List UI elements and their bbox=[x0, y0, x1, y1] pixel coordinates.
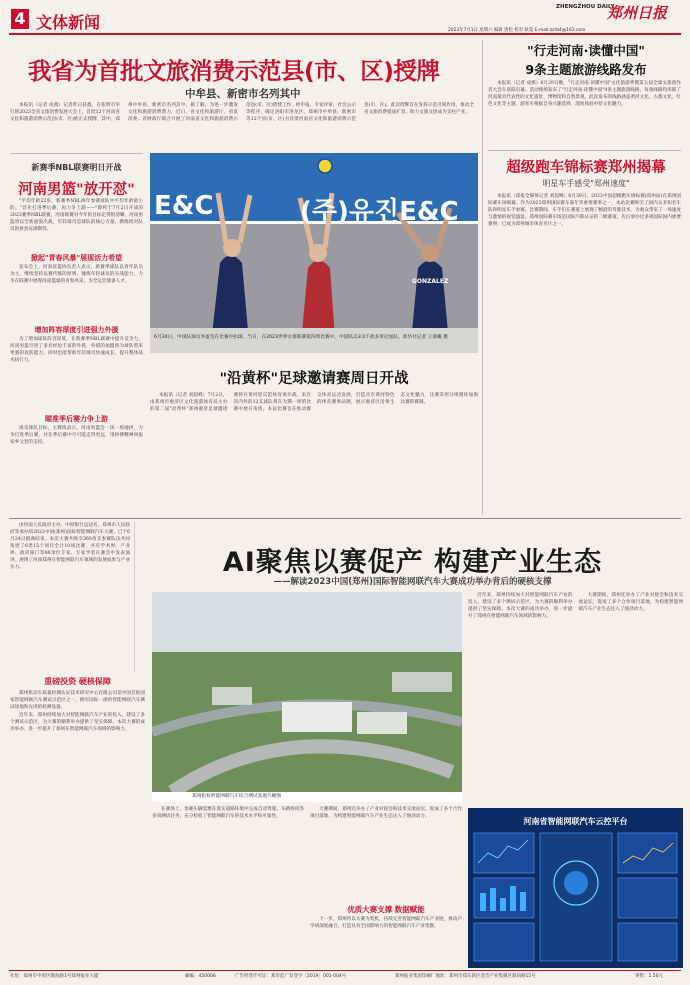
volley-caption: 6月30日，中国队球员李盈莹在比赛中扣球。当日，在2023世界女排联赛第四周比赛中，中国队以3:2不敌多米尼加队。新华社记者 王晨曦 摄 bbox=[154, 335, 448, 340]
ai-body-5: 下一步，郑州将以大赛为契机，持续完善智能网联汽车产业链，推动产学研深度融合，打造具有全国影响力的智能网联汽车产业集群。 bbox=[310, 917, 462, 929]
ai-body-3: 在赛场上，参赛车辆需要在真实道路环境中完成自动驾驶、车路协同等多项测试任务，充分检验了智能网联汽车的技术水平和可靠性。 bbox=[152, 807, 304, 819]
date-line: 2023年7月1日 星期六 编辑 唐松 校对 耿超 E-mail:zzrb4@163.com bbox=[448, 28, 586, 33]
footer-ad-license: 广告经营许可证：郑市监广发登字〔2019〕001-004号 bbox=[235, 974, 347, 979]
ai-section-2: 优质大赛支撑 数据赋能 bbox=[347, 905, 425, 914]
nbl-body-2: 发布会上，河南省篮协负责人表示，新赛季球队以青年队员为主，继续坚持以赛代练的原则，锤炼年轻球员的实战能力，力争在联赛中展现河南篮球的青春风采，为全运会储备人才。 bbox=[10, 265, 143, 284]
football-body: 本报讯（记者 刘超峰）7月2日，由郑州市惠济区文化旅游体育局主办的第二届"沿黄杯"郑州惠济足球邀请赛将在黄河迎宾馆体育场开战。来自省内外的12支球队将在为期一周的比赛中展开角逐。本届比赛旨在推动群众体育运动发展，打造具有黄河特色的体育赛事品牌，展示惠济区沿黄生态文化魅力，比赛采用分组循环加淘汰赛的赛制。 bbox=[150, 393, 478, 412]
volleyball-photo bbox=[150, 153, 478, 353]
cloud-platform-image bbox=[468, 808, 683, 968]
nbl-kicker: 新赛季NBL联赛明日开战 bbox=[31, 163, 122, 172]
aerial-scene bbox=[152, 592, 462, 802]
nbl-body-1: "平均年龄22岁，新赛季NBL两年参赛球队中平均年龄最小的。"首先打进季后赛，再力争上游——"即将于7月2日开战的2023赛季NBL联赛，河南联赛对今年的目标定得很清晰。河南男篮将以全新面貌出战，年轻球员是球队的核心力量，教练组对队员的拼劲充满期待。 bbox=[10, 199, 143, 232]
footer-address: 社址：郑州市中原区陇海路1号郑州报业大厦 bbox=[10, 974, 99, 979]
top-story-body: 本报讯（记者 成燕）记者昨日获悉，在张明市举行的2023全省文旅消费发展大会上，首批12个河南省文化和旅游消费示范县(市、区)被正式授牌，其中，郑州中牟县、新密市名列其中。据了解，为进一步激发文化和旅游消费潜力，近日，省文化和旅游厅、省发改委、省财政厅联合开展了河南省文化和旅游消费示范县(市、区)创建工作，经申报、专家评审、社会公示等程序，确定洛阳市洛龙区、郑州市中牟县、新密市等12个县(市、区)为首批河南省文化和旅游消费示范县(市、区)。此次授牌旨在发挥示范引领作用，推动全省文旅消费提质扩容，助力文旅文创成为支柱产业。 bbox=[10, 103, 474, 122]
paper-en-name: ZHENGZHOU DAILY bbox=[556, 4, 615, 10]
nbl-section-2: 增加阵容厚度引进强力外援 bbox=[34, 326, 119, 334]
road-title: "行走河南·读懂中国" bbox=[527, 43, 645, 58]
road-title-2: 9条主题旅游线路发布 bbox=[525, 62, 647, 77]
header-rule bbox=[9, 33, 681, 35]
section-divider bbox=[9, 518, 681, 519]
ai-right-col: 近年来，郑州持续加大对智能网联汽车产业的投入，建设了多个测试示范区，为大赛的顺利举办提供了坚实保障。本次大赛的成功举办，进一步提升了郑州在智能网联汽车领域的影响力。 大赛期间，郑州还举办了产业对接会和技术交流论坛，促成了多个合作项目落地，为构建智能网联汽车产业生态注入了强劲动力。 bbox=[468, 593, 683, 619]
ai-intro: 由河南人民政府主办，中原银行总冠名，郑州市人民政府等承办的2023中国(郑州)国际智能网联汽车大赛，已于6月24日圆满结束。本次大赛共吸引360余支参赛队伍共同角逐了6类15个项目全计10场比赛，并有学术界、产业界、政府部门等80余位专家、专家学者在赛会中发表演讲，展现了河南郑州在智能网联汽车领域的发展成果与产业实力。 bbox=[10, 523, 130, 570]
ai-body-4: 大赛期间，郑州还举办了产业对接会和技术交流论坛，促成了多个合作项目落地，为构建智能网联汽车产业生态注入了强劲动力。 bbox=[310, 807, 462, 819]
ai-title: AI聚焦以赛促产 构建产业生态 bbox=[222, 547, 603, 578]
road-divider bbox=[488, 150, 681, 151]
footer-printer: 郑州报业集团印刷厂地址：郑州市郑东新区金岱产业集聚区鼎尚路15号 bbox=[395, 974, 536, 979]
nbl-title: 河南男篮"放开怼" bbox=[18, 182, 135, 198]
volleyball-scene bbox=[150, 153, 478, 353]
ai-section-1: 重磅投资 硬核保障 bbox=[44, 677, 111, 686]
supercar-subtitle: 明星车手感受"郑州速度" bbox=[542, 179, 630, 188]
banner-left: E&C bbox=[154, 191, 214, 221]
football-title: "沿黄杯"足球邀请赛周日开战 bbox=[219, 371, 409, 387]
footer-rule bbox=[9, 970, 681, 971]
page-header bbox=[0, 0, 690, 34]
ai-subtitle: ——解读2023中国(郑州)国际智能网联汽车大赛成功举办背后的硬核支撑 bbox=[273, 577, 552, 587]
ai-intro-box bbox=[10, 522, 135, 672]
cloud-title: 河南省智能网联汽车云控平台 bbox=[523, 817, 628, 826]
page-number: 4 bbox=[11, 9, 29, 29]
ai-body-1: 郑州机动车质量检测认证技术研究中心有限公司是中国首批国家智能网联汽车测试示范区之一，拥有国际一流的智能网联汽车测试场地和先进的检测设备。 近年来，郑州持续加大对智能网联汽车产业的投入，建设了多个测试示范区，为大赛的顺利举办提供了坚实保障。本次大赛的成功举办，进一步提升了郑州在智能网联汽车领域的影响力。 bbox=[10, 691, 145, 732]
section-title: 文体新闻 bbox=[36, 13, 101, 32]
road-body: 本报讯（记者 成燕）6月29日晚，"行走河南·读懂中国"文化旅游季暨第五届全球文旅创作者大会在洛阳启幕。活动现场发布了"行走河南·读懂中国"9条主题旅游线路，每条线路均串联了河南最具代表性的文化遗址、博物馆和自然景观。此次发布的线路涵盖黄河文化、古都文化、红色文化等主题，游客可根据自身兴趣选择，深度体验中原文化魅力。 bbox=[488, 81, 681, 107]
nbl-body-4: 谈及球队目标，主教练表示，河南男篮会一场一场地拼，力争打进季后赛，并在季后赛中尽可能走得更远，用拼搏精神回报家乡父老的支持。 bbox=[10, 426, 143, 445]
nbl-top-rule bbox=[10, 153, 143, 154]
nbl-section-1: 掀起"青春风暴"展现活力希望 bbox=[30, 254, 123, 262]
top-story-title: 我省为首批文旅消费示范县(市、区)授牌 bbox=[28, 57, 440, 85]
top-story-subtitle: 中牟县、新密市名列其中 bbox=[185, 88, 301, 100]
nbl-section-3: 瞄准季后赛力争上游 bbox=[45, 415, 108, 423]
footer-postcode: 邮编：450006 bbox=[185, 974, 216, 979]
jersey-text: GONZALEZ bbox=[412, 278, 449, 285]
supercar-body: 本报讯（郑报全媒体记者 刘超峰）6月30日，2023中国超级跑车锦标赛(郑州站)在郑州国际赛车场揭幕。作为2023郑州国际赛车嘉年华重要赛事之一，本站比赛吸引了国内众多知名车队和明星车手参赛。比赛期间，车手们在赛道上展现了精湛的驾驶技术，为观众带来了一场速度与激情的视觉盛宴。郑州国际赛车场是国际汽联认证的二级赛道，先后承办过多项国际国内重要赛事，已成为郑州城市体育名片之一。 bbox=[488, 194, 681, 227]
supercar-title: 超级跑车锦标赛郑州揭幕 bbox=[506, 160, 666, 176]
ai-photo-caption: 郑州机检智能网联汽车综合测试基地鸟瞰图 bbox=[192, 794, 282, 799]
footer bbox=[10, 973, 682, 983]
column-divider bbox=[482, 40, 483, 515]
paper-logo: 郑州日报 bbox=[607, 4, 668, 22]
banner-mid: (주)유진E&C bbox=[300, 197, 459, 227]
footer-price: 零售：1.50元 bbox=[635, 974, 664, 979]
cloud-dashboard bbox=[468, 808, 683, 968]
ai-photo bbox=[152, 592, 462, 802]
nbl-body-3: 为了增加球队阵容厚度，在新赛季NBL联赛中提升竞争力，河南男篮引进了多名经验丰富的外援，外援的加盟将为球队带来更强的攻防能力，同时也能帮助年轻球员快速成长，提升整体战术执行力。 bbox=[10, 337, 143, 363]
